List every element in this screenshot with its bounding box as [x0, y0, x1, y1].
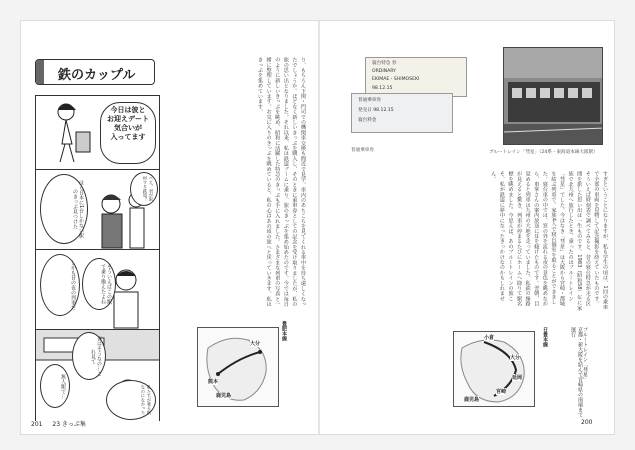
- blue-train-illustration: [504, 48, 603, 145]
- section-title: 鉄のカップル: [58, 68, 136, 83]
- side-note-2: 京都・新大阪を結んで宮崎県の南端まで運行: [570, 327, 583, 417]
- title-stripe: [36, 60, 44, 84]
- ticket-2-line-1: 普通乗車券: [358, 98, 381, 103]
- right-page-number: 200: [581, 419, 593, 426]
- speech-bubble-4b: 夜はそうなの…これ見て: [72, 332, 106, 380]
- left-running-head: 23 きっぷ集: [52, 421, 86, 428]
- right-body-text: すぎということになりますが、私も学生の頃は、1回の乗車で全部の車両を見物して記念撮影を終えていたものです。そういえば時刻表で調べてみると、昔の寝台特急が走る区間を旅した思い出は一生ものです。1983（昭和58）年に家族で北九州へ旅行したとき、乗ったのはブルートレイン「彗星」でした。今はなき「彗星」は大阪から宮崎・都城を結ぶ列車で、家族4人で寝台個室を取ることができました。寝台車の中では、窓の外を流れる夜の景色を眺めながら、車掌さんの案内放送に耳を傾けたものです。翌朝、目覚めると列車は九州の大地を走っていました。私鉄の線路が見えると驚き、列車が停まるたびにホームへ降りて駅名標を眺めました。今思えば、あのブルートレインの旅こそ、私が鉄道に夢中になったきっかけなのかもしれません。: [490, 171, 608, 311]
- ticket-1-line-2: ORDINARY: [372, 69, 396, 74]
- speech-bubble-4c: 私たちが乗る駅なのになかった: [106, 380, 156, 420]
- speech-bubble-3b: そういえばこの駅で乗り換えたよね: [82, 258, 116, 310]
- ticket-2-line-3: 寝台料金: [358, 118, 377, 123]
- map-label-oita: 大分: [250, 341, 261, 347]
- speech-bubble-2b: へえ、君が取材する鉄道？: [130, 172, 158, 206]
- map-label-oita-right: 大分: [510, 355, 521, 361]
- side-note-3: 日豊本線: [542, 327, 548, 347]
- map-label-miyazaki: 宮崎: [496, 389, 507, 395]
- ticket-2: [351, 93, 453, 133]
- book-spread: [20, 20, 615, 435]
- manga-panel-2: [36, 170, 159, 250]
- ticket-1-line-4: 98.12.15: [372, 86, 393, 91]
- left-body-text: り、もちろん下関・門司での機関車交換も間近で見学。車内のあちこちを見てくれる車中を待ち遠しくなったでしょうか。ほどなく新しいきっぷを購入し、そのときに乗車券としての記念を受け取りましたが、私の旅の思い出となりました。それ以来、私は鉄道ブームに乗り、旅のきっぷを集め始めたのです。今では毎日のように新しいきっぷを眺め、昭和に活躍した特急のきっぷも手に入れました。さまざまな列車の写真と一緒に整理しています。お気に入りのきっぷを眺めていると、私の心はあの頃の旅へと戻っていきます。私はきっぷを集めています。: [257, 57, 306, 307]
- speech-bubble-2a: ほら日本に1台しかない駅のきっぷ見つけた: [40, 174, 88, 244]
- manga-panel-4: [36, 330, 159, 422]
- section-title-box: [35, 59, 155, 85]
- manga-panel-1: [36, 96, 159, 170]
- kyushu-east-map-illustration: [454, 332, 534, 406]
- ticket-1-line-3: EKIMAE・SHIMOSEKI: [372, 77, 420, 82]
- caption-bubble-1: 今日は彼と お迎えデート 気合いが 入ってます: [100, 102, 156, 164]
- map-label-kagoshima: 鹿児島: [216, 393, 232, 399]
- speech-bubble-3a: しかも昔の夜の列車だ: [40, 254, 80, 316]
- side-note-1: ブルートレイン「彗星」: [582, 327, 588, 382]
- map-label-kumamoto: 熊本: [208, 379, 219, 385]
- ticket-2-line-2: 発売日 98.12.15: [358, 108, 394, 113]
- ticket-caption: 普通乗車券: [351, 148, 374, 153]
- right-route-map: [453, 331, 535, 407]
- map-label-nobeoka: 延岡: [512, 375, 523, 381]
- photo-caption: ブルートレイン「彗星」（24系・東海道本線大阪駅）: [489, 150, 598, 155]
- left-map-heading: 豊肥本線: [281, 321, 287, 341]
- manga-strip: [35, 95, 160, 421]
- ticket-images: [351, 47, 481, 143]
- manga-panel-3: [36, 250, 159, 330]
- ticket-1: [365, 57, 467, 97]
- map-label-kokura: 小倉: [484, 335, 495, 341]
- train-photo: [503, 47, 603, 145]
- left-route-map: [197, 327, 279, 407]
- left-page-number: 201: [31, 421, 43, 428]
- speech-bubble-4a: 無人駅で…: [40, 364, 70, 408]
- gutter: [318, 21, 320, 434]
- map-label-kagoshima-right: 鹿児島: [464, 397, 480, 403]
- kyushu-map-illustration: [198, 328, 278, 406]
- left-folio: [31, 419, 86, 428]
- ticket-1-line-1: 寝台特急 券: [372, 61, 397, 66]
